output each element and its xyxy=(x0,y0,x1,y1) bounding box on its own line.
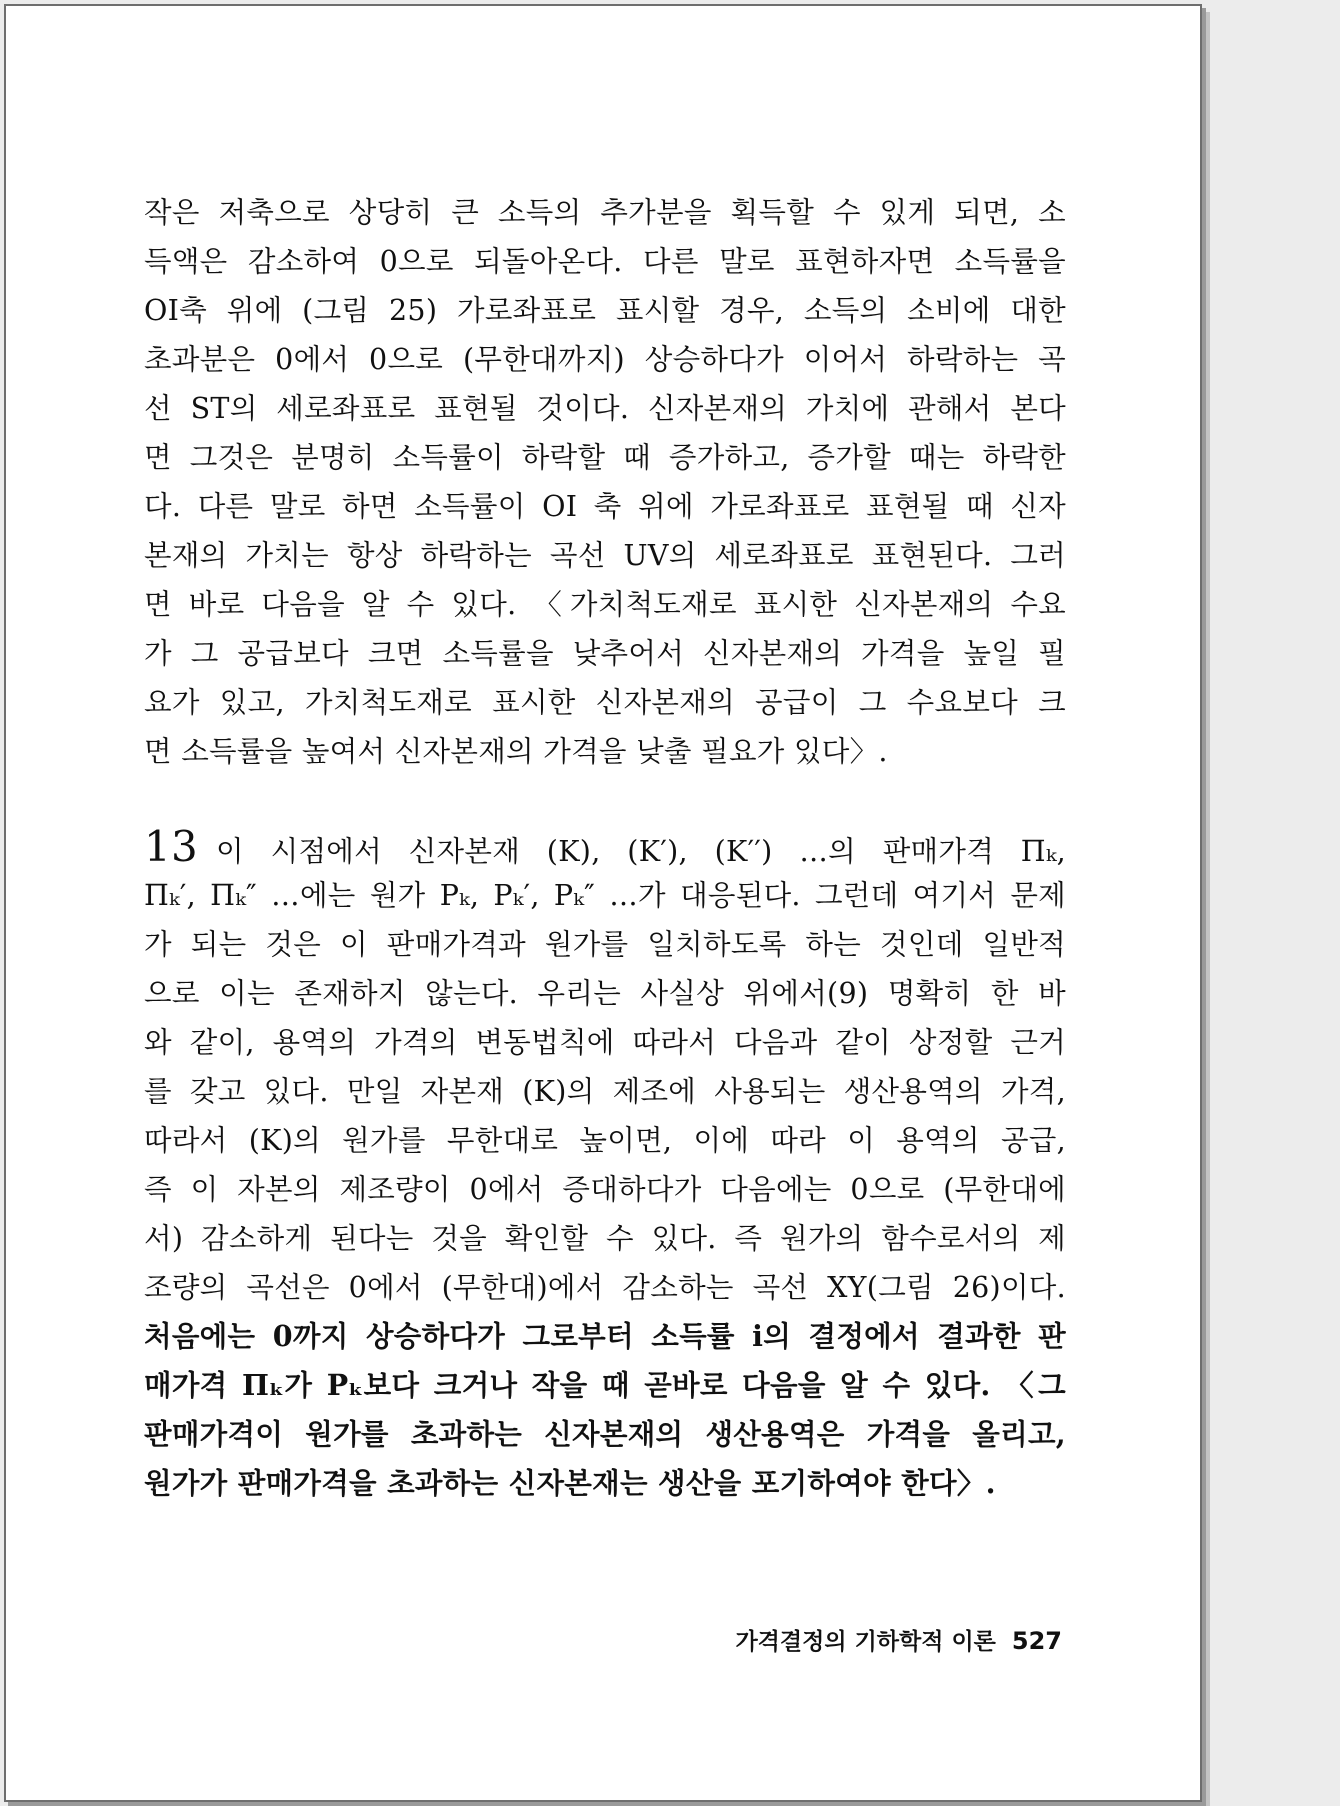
page-footer xyxy=(735,1623,1062,1656)
text-line: 다. 다른 말로 하면 소득률이 OI 축 위에 가로좌표로 표현될 때 신자 xyxy=(144,490,1066,523)
text-line: 득액은 감소하여 0으로 되돌아온다. 다른 말로 표현하자면 소득률을 xyxy=(144,245,1066,278)
text-line: 원가가 판매가격을 초과하는 신자본재는 생산을 포기하여야 한다〉. xyxy=(144,1466,996,1500)
running-title: 가격결정의 기하학적 이론 xyxy=(735,1629,996,1655)
bold-passage xyxy=(144,1312,1066,1508)
text-line: 가 되는 것은 이 판매가격과 원가를 일치하도록 하는 것인데 일반적 xyxy=(144,928,1066,961)
text-line: 초과분은 0에서 0으로 (무한대까지) 상승하다가 이어서 하락하는 곡 xyxy=(144,343,1066,376)
text-line: 서) 감소하게 된다는 것을 확인할 수 있다. 즉 원가의 함수로서의 제 xyxy=(144,1222,1066,1255)
text-line: Πₖ′, Πₖ″ …에는 원가 Pₖ, Pₖ′, Pₖ″ …가 대응된다. 그런데 여기서 문제 xyxy=(144,879,1066,912)
text-line: 따라서 (K)의 원가를 무한대로 높이면, 이에 따라 이 용역의 공급, xyxy=(144,1124,1066,1157)
text-line: 면 바로 다음을 알 수 있다. 〈가치척도재로 표시한 신자본재의 수요 xyxy=(144,588,1066,621)
text-line: 즉 이 자본의 제조량이 0에서 증대하다가 다음에는 0으로 (무한대에 xyxy=(144,1173,1066,1206)
text-line: 처음에는 0까지 상승하다가 그로부터 소득률 i의 결정에서 결과한 판 xyxy=(144,1319,1066,1353)
text-line: 면 소득률을 높여서 신자본재의 가격을 낮출 필요가 있다〉. xyxy=(144,735,888,768)
paragraph-12-continued xyxy=(144,188,1066,776)
paragraph-13 xyxy=(144,822,1066,1508)
text-line: 와 같이, 용역의 가격의 변동법칙에 따라서 다음과 같이 상정할 근거 xyxy=(144,1026,1066,1059)
text-line: 본재의 가치는 항상 하락하는 곡선 UV의 세로좌표로 표현된다. 그러 xyxy=(144,539,1066,572)
paragraph-first-line xyxy=(144,822,1066,871)
text-line: 요가 있고, 가치척도재로 표시한 신자본재의 공급이 그 수요보다 크 xyxy=(144,686,1066,719)
text-line: OI축 위에 (그림 25) 가로좌표로 표시할 경우, 소득의 소비에 대한 xyxy=(144,294,1066,327)
text-line: 가 그 공급보다 크면 소득률을 낮추어서 신자본재의 가격을 높일 필 xyxy=(144,637,1066,670)
text-line: 매가격 Πₖ가 Pₖ보다 크거나 작을 때 곧바로 다음을 알 수 있다. 〈그 xyxy=(144,1368,1066,1402)
page-number: 527 xyxy=(1011,1627,1062,1655)
first-line-text: 이 시점에서 신자본재 (K), (K′), (K′′) …의 판매가격 Πₖ, xyxy=(216,835,1066,868)
text-line: 면 그것은 분명히 소득률이 하락할 때 증가하고, 증가할 때는 하락한 xyxy=(144,441,1066,474)
text-line: 으로 이는 존재하지 않는다. 우리는 사실상 위에서(9) 명확히 한 바 xyxy=(144,977,1066,1010)
text-line: 판매가격이 원가를 초과하는 신자본재의 생산용역은 가격을 올리고, xyxy=(144,1417,1066,1451)
text-line: 작은 저축으로 상당히 큰 소득의 추가분을 획득할 수 있게 되면, 소 xyxy=(144,196,1066,229)
text-line: 를 갖고 있다. 만일 자본재 (K)의 제조에 사용되는 생산용역의 가격, xyxy=(144,1075,1066,1108)
book-page xyxy=(4,4,1202,1802)
text-line: 선 ST의 세로좌표로 표현될 것이다. 신자본재의 가치에 관해서 본다 xyxy=(144,392,1066,425)
text-line: 조량의 곡선은 0에서 (무한대)에서 감소하는 곡선 XY(그림 26)이다. xyxy=(144,1271,1066,1304)
paragraph-number: 13 xyxy=(144,822,199,871)
